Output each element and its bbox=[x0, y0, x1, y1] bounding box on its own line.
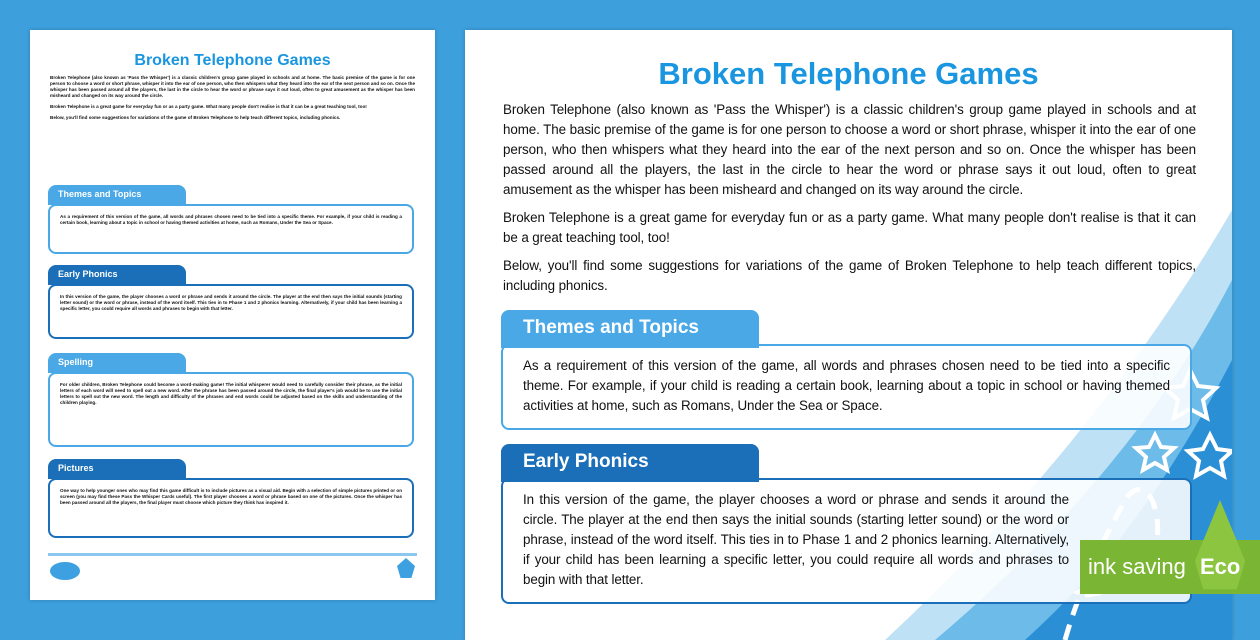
section-heading: Spelling bbox=[48, 353, 186, 373]
section-spelling bbox=[48, 353, 414, 453]
section-themes bbox=[48, 185, 414, 260]
intro-paragraph: Below, you'll find some suggestions for variations of the game of Broken Telephone to help teach different topics, including phonics. bbox=[503, 258, 1196, 293]
section-body: For older children, Broken Telephone could become a word-making game! The initial whisperer would need to carefully consider their phrase, as the initial letters of each word will need to spell out a new word. After the phrase has been passed around the circle, the final player's job would be to use the initial letters to spell out the new word. The length and difficulty of the phrases and end words could be adjusted based on the skills and understanding of the children playing. bbox=[60, 382, 402, 405]
section-heading: Themes and Topics bbox=[48, 185, 186, 205]
page-thumbnail bbox=[30, 30, 435, 600]
section-body: One way to help younger ones who may find this game difficult is to include pictures as a visual aid. Begin with a selection of simple pictures printed or on screen (you may find these Pass the Whisper Cards useful). The first player chooses a word or phrase based on one of the pictures. Once the whisper has been passed around all the players, the final player must choose which picture they think has inspired it. bbox=[60, 488, 402, 505]
page-title: Broken Telephone Games bbox=[658, 56, 1039, 91]
section-heading: Themes and Topics bbox=[501, 310, 759, 348]
intro-paragraph: Broken Telephone is a great game for everyday fun or as a party game. What many people don't realise is that it can be a great teaching tool, too! bbox=[50, 104, 367, 109]
section-heading: Early Phonics bbox=[48, 265, 186, 285]
logo-icon bbox=[397, 558, 415, 578]
section-pictures bbox=[48, 459, 414, 544]
section-phonics bbox=[48, 265, 414, 350]
footer-divider bbox=[48, 553, 417, 556]
badge-ink-saving: ink saving bbox=[1088, 554, 1186, 579]
eco-badge bbox=[1080, 540, 1260, 594]
logo-icon bbox=[50, 562, 80, 580]
section-body: As a requirement of this version of the game, all words and phrases chosen need to be tied into a specific theme. For example, if your child is reading a certain book, learning about a topic in school or having themed activities at home, such as Romans, Under the Sea or Space. bbox=[60, 214, 402, 225]
intro-paragraph: Broken Telephone (also known as 'Pass the Whisper') is a classic children's group game played in schools and at home. The basic premise of the game is for one person to choose a word or short phrase, whisper it into the ear of one person, who then whispers what they heard into the ear of the next person and so on. Once the whisper has been passed around all the players, the last in the circle to hear the word or phrase says it out loud, often to great amusement as the whisper has been misheard and changed on its way around the circle. bbox=[50, 75, 415, 98]
section-body: As a requirement of this version of the game, all words and phrases chosen need to be tied into a specific theme. For example, if your child is reading a certain book, learning about a topic in school or having themed activities at home, such as Romans, Under the Sea or Space. bbox=[523, 358, 1170, 413]
section-body: In this version of the game, the player chooses a word or phrase and sends it around the circle. The player at the end then says the initial sounds (starting letter sound) or the word or phrase, instead of the word itself. This ties in to Phase 1 and 2 phonics learning. Alternatively, if your child has been learning a specific letter, you could require all words and phrases to begin with that letter. bbox=[523, 492, 1069, 587]
intro-paragraph: Below, you'll find some suggestions for variations of the game of Broken Telephone to help teach different topics, including phonics. bbox=[50, 115, 341, 120]
badge-eco: Eco bbox=[1200, 554, 1241, 579]
section-body: In this version of the game, the player chooses a word or phrase and sends it around the circle. The player at the end then says the initial sounds (starting letter sound) or the word or phrase, instead of the word itself. This ties in to Phase 1 and 2 phonics learning. Alternatively, if your child has been learning a specific letter, you could require all words and phrases to begin with that letter. bbox=[60, 294, 402, 311]
section-heading: Pictures bbox=[48, 459, 186, 479]
section-heading: Early Phonics bbox=[501, 444, 759, 482]
page-title: Broken Telephone Games bbox=[134, 52, 331, 69]
intro-paragraph: Broken Telephone is a great game for everyday fun or as a party game. What many people don't realise is that it can be a great teaching tool, too! bbox=[503, 210, 1196, 245]
intro-paragraph: Broken Telephone (also known as 'Pass the Whisper') is a classic children's group game played in schools and at home. The basic premise of the game is for one person to choose a word or short phrase, whisper it into the ear of one person, who then whispers what they heard into the ear of the next person and so on. Once the whisper has been passed around all the players, the last in the circle to hear the word or phrase says it out loud, often to great amusement as the whisper has been misheard and changed on its way around the circle. bbox=[503, 102, 1196, 197]
section-themes bbox=[501, 310, 1192, 430]
